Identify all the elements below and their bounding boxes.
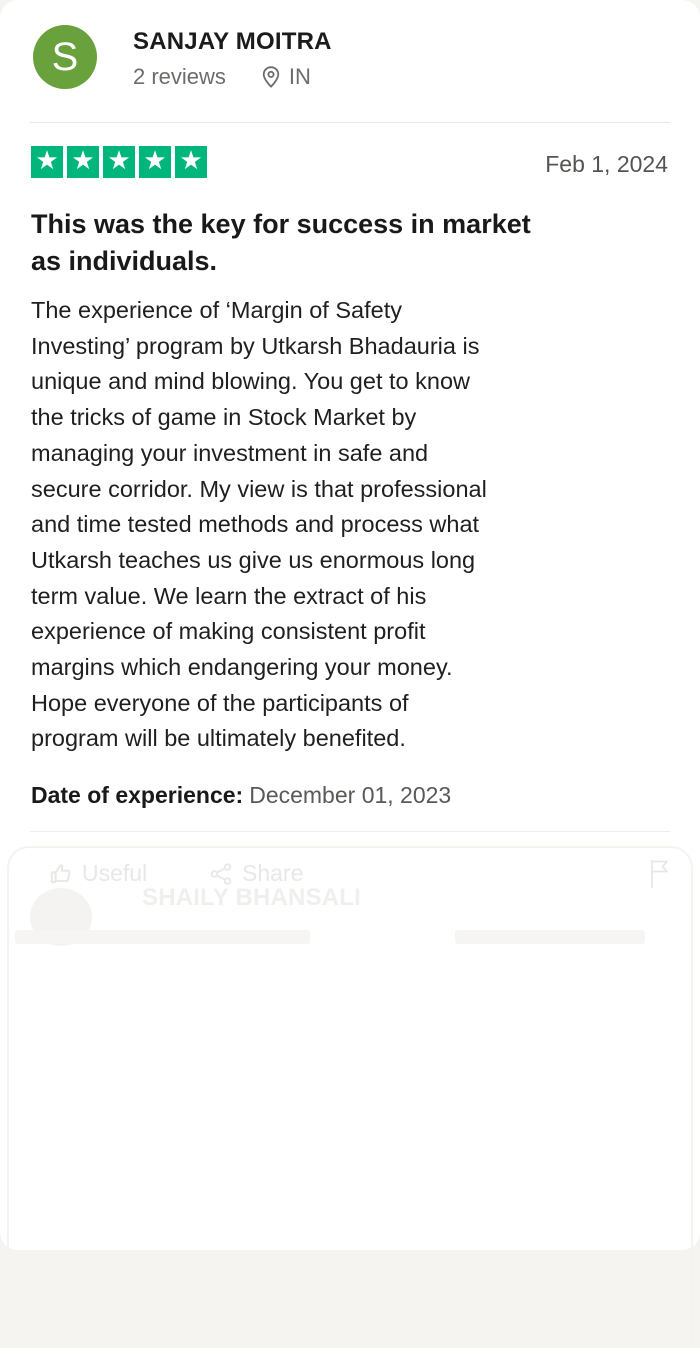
review-title [31, 206, 672, 280]
review-body-line: program will be ultimately benefited. [31, 725, 406, 752]
star-icon: ★ [31, 146, 63, 178]
review-title-line: This was the key for success in market [31, 209, 531, 239]
star-icon: ★ [175, 146, 207, 178]
share-button[interactable] [208, 860, 303, 887]
useful-button[interactable] [48, 860, 147, 887]
review-body-line: term value. We learn the extract of his [31, 582, 427, 609]
thumbs-up-icon [48, 861, 74, 887]
review-body-line: The experience of ‘Margin of Safety [31, 297, 402, 323]
review-body-line: Investing’ program by Utkarsh Bhadauria is [31, 332, 480, 359]
flag-report-button[interactable] [646, 857, 674, 891]
review-body-line: margins which endangering your money. [31, 654, 453, 681]
flag-icon [646, 878, 674, 895]
share-label: Share [242, 860, 304, 886]
review-title-line: as individuals. [31, 246, 218, 276]
star-icon: ★ [139, 146, 171, 178]
star-icon: ★ [103, 146, 135, 178]
avatar-initial: S [51, 35, 79, 79]
review-body-line: the tricks of game in Stock Market by [31, 404, 417, 431]
location-text: IN [288, 64, 311, 89]
next-reviewer-name: SHAILY BHANSALI [142, 884, 362, 911]
avatar[interactable] [33, 25, 97, 89]
review-body-line: managing your investment in safe and [31, 439, 429, 466]
useful-label: Useful [82, 860, 148, 886]
review-body-line: unique and mind blowing. You get to know [31, 368, 470, 395]
star-icon: ★ [67, 146, 99, 178]
review-body [31, 293, 680, 757]
reviews-count: 2 reviews [133, 64, 226, 89]
review-body-line: Utkarsh teaches us give us enormous long [31, 546, 476, 573]
reviewer-meta [133, 63, 311, 91]
review-date: Feb 1, 2024 [545, 151, 668, 177]
share-icon [208, 861, 234, 887]
review-body-line: and time tested methods and process what [31, 511, 480, 538]
review-body-line: Hope everyone of the participants of [31, 689, 409, 716]
reviewer-name[interactable]: SANJAY MOITRA [133, 28, 332, 55]
review-body-line: experience of making consistent profit [31, 618, 426, 645]
date-of-experience-value: December 01, 2023 [249, 782, 452, 808]
date-of-experience [31, 782, 451, 809]
faded-text-placeholder [15, 930, 310, 944]
footer-divider [30, 831, 670, 832]
review-body-line: secure corridor. My view is that professional [31, 475, 487, 502]
star-row [31, 146, 207, 178]
header-divider [30, 122, 670, 123]
faded-text-placeholder [455, 930, 645, 944]
date-of-experience-label: Date of experience: [31, 782, 244, 808]
location-pin-icon [260, 65, 282, 89]
